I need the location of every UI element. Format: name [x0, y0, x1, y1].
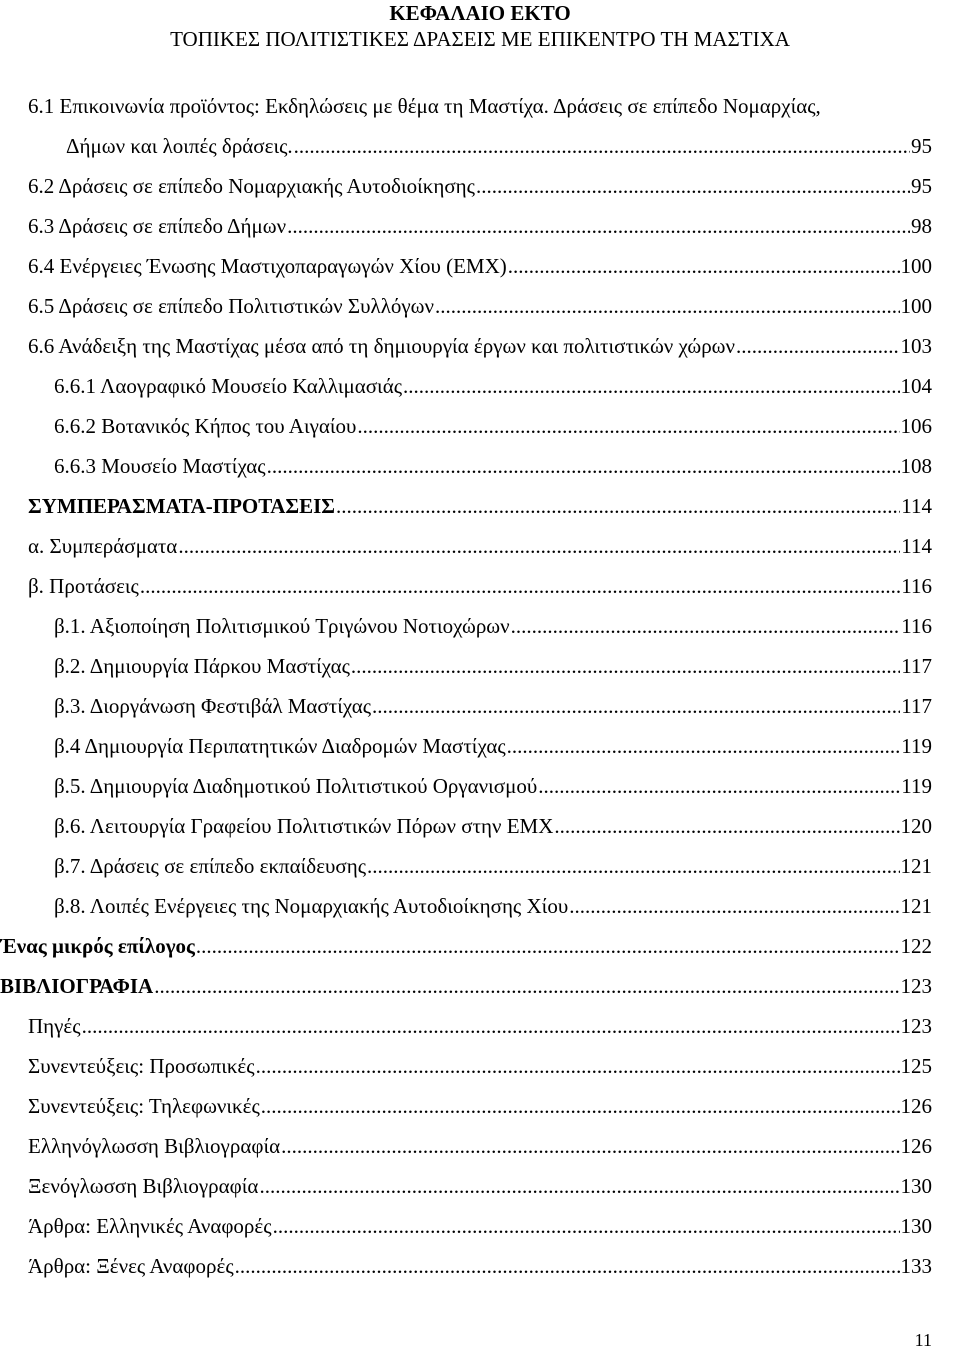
toc-entry[interactable] — [0, 972, 932, 1000]
toc-leader-dots — [538, 772, 900, 800]
toc-entry-page: 114 — [901, 494, 932, 518]
toc-leader-dots — [507, 732, 901, 760]
toc-entry-label: β.2. Δημιουργία Πάρκου Μαστίχας — [54, 654, 350, 678]
toc-entry[interactable] — [28, 332, 932, 360]
toc-entry-label: β.8. Λοιπές Ενέργειες της Νομαρχιακής Αυτοδιοίκησης Χίου — [54, 894, 569, 918]
toc-entry-first-line1: 6.1 Επικοινωνία προϊόντος: Εκδηλώσεις με θέμα τη Μαστίχα. Δράσεις σε επίπεδο Νομαρχίας, — [28, 94, 821, 118]
toc-entry-page: 98 — [911, 214, 932, 238]
toc-entry-page: 126 — [900, 1094, 932, 1118]
toc-entry-label: 6.3 Δράσεις σε επίπεδο Δήμων — [28, 214, 287, 238]
page-number: 11 — [914, 1330, 932, 1350]
toc-entry-label: 6.5 Δράσεις σε επίπεδο Πολιτιστικών Συλλόγων — [28, 294, 434, 318]
toc-entry[interactable] — [54, 612, 932, 640]
toc-leader-dots — [178, 532, 900, 560]
toc-entry[interactable] — [54, 772, 932, 800]
toc-entry-label: 6.6.2 Βοτανικός Κήπος του Αιγαίου — [54, 414, 357, 438]
toc-entry[interactable] — [54, 452, 932, 480]
toc-entry-label: β.5. Δημιουργία Διαδημοτικού Πολιτιστικού Οργανισμού — [54, 774, 538, 798]
toc-entry-page: 117 — [901, 694, 932, 718]
toc-entry-label: β.7. Δράσεις σε επίπεδο εκπαίδευσης — [54, 854, 367, 878]
toc-entry-page: 104 — [900, 374, 932, 398]
toc-entry-page: 123 — [900, 1014, 932, 1038]
toc-entry[interactable] — [54, 652, 932, 680]
toc-entry-page: 130 — [900, 1174, 932, 1198]
toc-leader-dots — [140, 572, 900, 600]
toc-entry[interactable] — [0, 932, 932, 960]
toc-entry[interactable] — [28, 172, 932, 200]
toc-entry[interactable] — [54, 892, 932, 920]
toc-entry-label: α. Συμπεράσματα — [28, 534, 178, 558]
toc-leader-dots — [154, 972, 899, 1000]
toc-leader-dots — [554, 812, 899, 840]
chapter-title: ΚΕΦΑΛΑΙΟ ΕΚΤΟ — [389, 1, 571, 25]
toc-leader-dots — [569, 892, 899, 920]
toc-entry-page: 108 — [900, 454, 932, 478]
toc-entry-label: 6.4 Ενέργειες Ένωσης Μαστιχοπαραγωγών Χίου (ΕΜΧ) — [28, 254, 507, 278]
toc-entry-page: 119 — [901, 774, 932, 798]
toc-entry-label: β.3. Διοργάνωση Φεστιβάλ Μαστίχας — [54, 694, 372, 718]
toc-leader-dots — [351, 652, 900, 680]
toc-leader-dots — [256, 1052, 900, 1080]
toc-leader-dots — [357, 412, 899, 440]
toc-entry-label: Άρθρα: Ελληνικές Αναφορές — [28, 1214, 272, 1238]
toc-leader-dots — [736, 332, 900, 360]
toc-leader-dots — [336, 492, 900, 520]
toc-leader-dots — [435, 292, 900, 320]
toc-entry-page: 126 — [900, 1134, 932, 1158]
toc-entry-label: Ένας μικρός επίλογος — [0, 934, 195, 958]
toc-entry[interactable] — [28, 252, 932, 280]
toc-entry-page: 123 — [900, 974, 932, 998]
toc-leader-dots — [403, 372, 899, 400]
toc-entry-label: 6.2 Δράσεις σε επίπεδο Νομαρχιακής Αυτοδιοίκησης — [28, 174, 475, 198]
toc-entry-label: Δήμων και λοιπές δράσεις. — [66, 134, 293, 158]
toc-leader-dots — [267, 452, 900, 480]
toc-leader-dots — [82, 1012, 900, 1040]
toc-entry[interactable] — [28, 1052, 932, 1080]
toc-entry[interactable] — [54, 372, 932, 400]
toc-entry-page: 116 — [901, 614, 932, 638]
toc-entry-label: β.6. Λειτουργία Γραφείου Πολιτιστικών Πόρων στην ΕΜΧ — [54, 814, 554, 838]
toc-entry-label: Πηγές — [28, 1014, 81, 1038]
toc-leader-dots — [511, 612, 901, 640]
toc-entry-page: 119 — [901, 734, 932, 758]
toc-entry[interactable] — [28, 572, 932, 600]
toc-entry-page: 116 — [901, 574, 932, 598]
toc-entry[interactable] — [54, 732, 932, 760]
toc-entry-page: 95 — [911, 174, 932, 198]
toc-entry-page: 103 — [900, 334, 932, 358]
toc-entry-label: 6.6.1 Λαογραφικό Μουσείο Καλλιμασιάς — [54, 374, 403, 398]
toc-entry[interactable] — [54, 412, 932, 440]
toc-leader-dots — [196, 932, 900, 960]
toc-entry[interactable] — [28, 1132, 932, 1160]
toc-entry[interactable] — [54, 812, 932, 840]
toc-entry[interactable] — [28, 1092, 932, 1120]
toc-entry-page: 117 — [901, 654, 932, 678]
toc-entry-label: 6.6 Ανάδειξη της Μαστίχας μέσα από τη δημιουργία έργων και πολιτιστικών χώρων — [28, 334, 735, 358]
toc-leader-dots — [372, 692, 900, 720]
toc-leader-dots — [261, 1092, 900, 1120]
toc-entry[interactable] — [28, 532, 932, 560]
toc-entry-label: β.4 Δημιουργία Περιπατητικών Διαδρομών Μαστίχας — [54, 734, 506, 758]
toc-entry[interactable] — [54, 852, 932, 880]
toc-entry[interactable] — [54, 692, 932, 720]
toc-entry[interactable] — [28, 1252, 932, 1280]
toc-entry-label: 6.6.3 Μουσείο Μαστίχας — [54, 454, 266, 478]
toc-entry[interactable] — [28, 212, 932, 240]
toc-leader-dots — [281, 1132, 899, 1160]
toc-leader-dots — [294, 132, 910, 160]
toc-entry[interactable] — [28, 1172, 932, 1200]
toc-entry[interactable] — [28, 1012, 932, 1040]
toc-entry-page: 122 — [900, 934, 932, 958]
toc-entry-page: 121 — [900, 854, 932, 878]
toc-entry-label: Άρθρα: Ξένες Αναφορές — [28, 1254, 234, 1278]
toc-leader-dots — [259, 1172, 899, 1200]
toc-leader-dots — [508, 252, 900, 280]
toc-leader-dots — [287, 212, 910, 240]
toc-entry-label: Ξενόγλωσση Βιβλιογραφία — [28, 1174, 259, 1198]
toc-entry-page: 100 — [900, 254, 932, 278]
toc-entry-page: 120 — [900, 814, 932, 838]
toc-entry-label: ΣΥΜΠΕΡΑΣΜΑΤΑ-ΠΡΟΤΑΣΕΙΣ — [28, 494, 336, 518]
toc-leader-dots — [367, 852, 899, 880]
toc-leader-dots — [235, 1252, 900, 1280]
toc-entry-page: 95 — [911, 134, 932, 158]
toc-entry-label: Ελληνόγλωσση Βιβλιογραφία — [28, 1134, 281, 1158]
toc-entry-page: 125 — [900, 1054, 932, 1078]
toc-entry-page: 100 — [900, 294, 932, 318]
toc-entry[interactable] — [28, 292, 932, 320]
toc-leader-dots — [476, 172, 910, 200]
toc-entry-label: Συνεντεύξεις: Προσωπικές — [28, 1054, 255, 1078]
toc-entry-page: 121 — [900, 894, 932, 918]
toc-entry[interactable] — [28, 492, 932, 520]
toc-leader-dots — [273, 1212, 900, 1240]
toc-entry-page: 133 — [900, 1254, 932, 1278]
toc-entry[interactable] — [28, 1212, 932, 1240]
toc-entry-page: 114 — [901, 534, 932, 558]
toc-entry-label: Συνεντεύξεις: Τηλεφωνικές — [28, 1094, 260, 1118]
chapter-subtitle: ΤΟΠΙΚΕΣ ΠΟΛΙΤΙΣΤΙΚΕΣ ΔΡΑΣΕΙΣ ΜΕ ΕΠΙΚΕΝΤΡΟ ΤΗ ΜΑΣΤΙΧΑ — [170, 27, 790, 51]
toc-entry[interactable] — [66, 132, 932, 160]
toc-entry-page: 130 — [900, 1214, 932, 1238]
toc-entry-page: 106 — [900, 414, 932, 438]
toc-entry-label: β.1. Αξιοποίηση Πολιτισμικού Τριγώνου Νοτιοχώρων — [54, 614, 510, 638]
toc-entry-label: β. Προτάσεις — [28, 574, 139, 598]
toc-entry-label: ΒΙΒΛΙΟΓΡΑΦΙΑ — [0, 974, 154, 998]
